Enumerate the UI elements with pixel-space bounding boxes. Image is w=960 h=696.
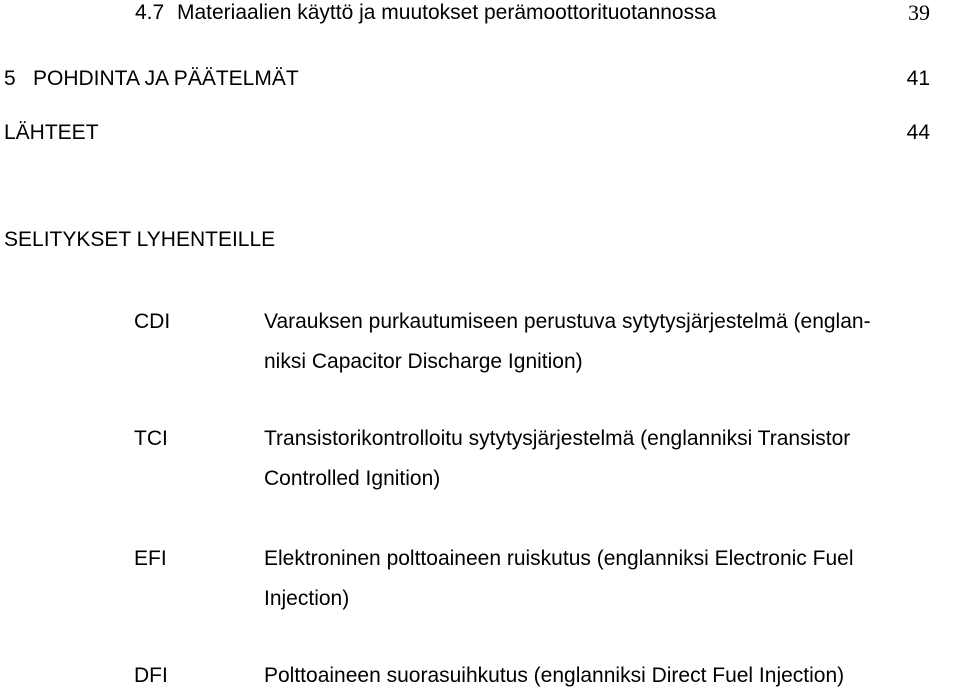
definition-line: Transistorikontrolloitu sytytysjärjestelmä (englanniksi Transistor [264, 427, 851, 450]
toc-page-number: 39 [908, 0, 930, 25]
abbreviation-term: EFI [134, 547, 167, 570]
abbreviation-definition [264, 539, 954, 619]
toc-title: LÄHTEET [4, 121, 99, 144]
toc-number: 5 [4, 67, 16, 90]
abbreviation-definition [264, 419, 954, 499]
abbreviation-definition [264, 302, 954, 382]
toc-title: Materiaalien käyttö ja muutokset perämoottorituotannossa [177, 1, 717, 24]
toc-number: 4.7 [135, 1, 165, 24]
toc-title: POHDINTA JA PÄÄTELMÄT [33, 67, 299, 90]
abbreviation-definition [264, 656, 954, 696]
abbreviations-heading: SELITYKSET LYHENTEILLE [4, 228, 276, 251]
definition-line: Injection) [264, 587, 350, 610]
toc-page-number: 41 [906, 67, 930, 90]
abbreviation-term: TCI [134, 427, 168, 450]
definition-line: Elektroninen polttoaineen ruiskutus (englanniksi Electronic Fuel [264, 547, 854, 570]
definition-line: Controlled Ignition) [264, 467, 441, 490]
abbreviation-term: DFI [134, 664, 168, 687]
definition-line: Polttoaineen suorasuihkutus (englanniksi Direct Fuel Injection) [264, 664, 845, 687]
definition-line: niksi Capacitor Discharge Ignition) [264, 350, 583, 373]
abbreviation-term: CDI [134, 310, 171, 333]
toc-page-number: 44 [906, 121, 930, 144]
definition-line: Varauksen purkautumiseen perustuva sytytysjärjestelmä (englan- [264, 310, 871, 333]
